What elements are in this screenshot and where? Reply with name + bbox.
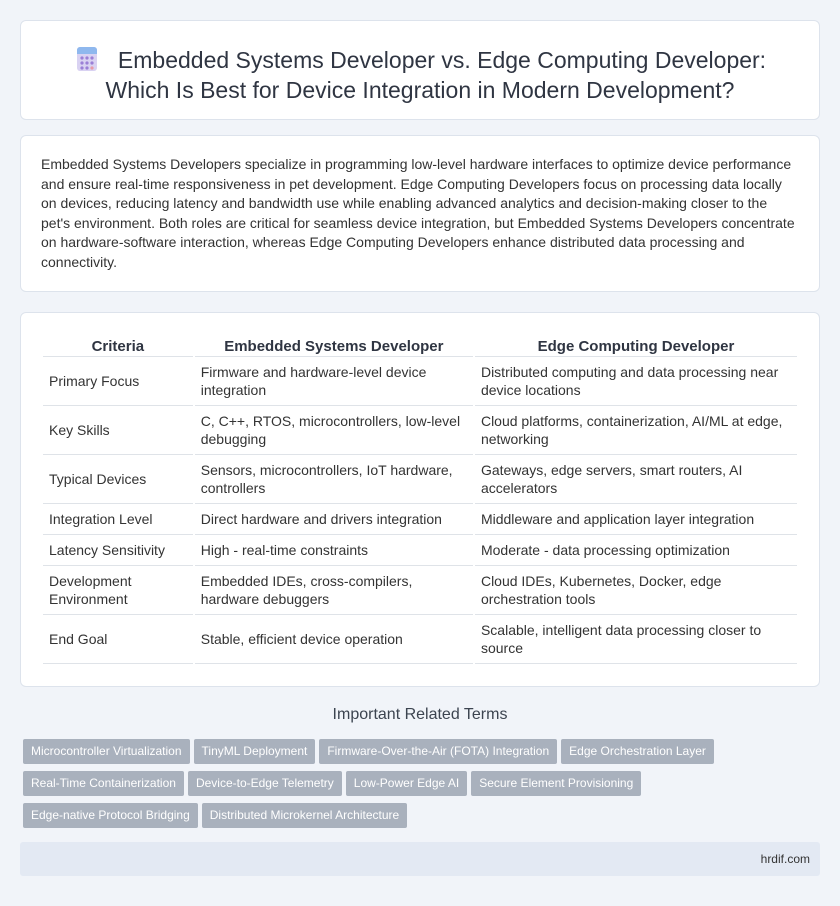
grid-calculator-icon bbox=[74, 46, 100, 72]
summary-card bbox=[20, 135, 820, 292]
footer-site-link[interactable]: hrdif.com bbox=[760, 852, 810, 866]
table-row bbox=[43, 357, 797, 406]
footer-bar bbox=[20, 842, 820, 876]
row-embedded: Firmware and hardware-level device integration bbox=[195, 357, 473, 406]
comparison-card bbox=[20, 312, 820, 687]
header-edge: Edge Computing Developer bbox=[475, 333, 797, 357]
related-term-tag[interactable]: Low-Power Edge AI bbox=[346, 771, 467, 796]
related-terms-heading: Important Related Terms bbox=[332, 706, 508, 723]
row-edge: Cloud IDEs, Kubernetes, Docker, edge orchestration tools bbox=[475, 566, 797, 615]
row-criteria: Latency Sensitivity bbox=[43, 535, 193, 566]
row-edge: Cloud platforms, containerization, AI/ML at edge, networking bbox=[475, 406, 797, 455]
table-row bbox=[43, 455, 797, 504]
row-embedded: C, C++, RTOS, microcontrollers, low-level debugging bbox=[195, 406, 473, 455]
title-label: Embedded Systems Developer vs. Edge Computing Developer: Which Is Best for Device Integration in Modern Development? bbox=[105, 47, 767, 103]
row-edge: Moderate - data processing optimization bbox=[475, 535, 797, 566]
related-term-tag[interactable]: Firmware-Over-the-Air (FOTA) Integration bbox=[319, 739, 557, 764]
row-embedded: High - real-time constraints bbox=[195, 535, 473, 566]
row-edge: Gateways, edge servers, smart routers, AI accelerators bbox=[475, 455, 797, 504]
row-embedded: Stable, efficient device operation bbox=[195, 615, 473, 664]
related-term-tag[interactable]: TinyML Deployment bbox=[194, 739, 316, 764]
title-card bbox=[20, 20, 820, 120]
table-row bbox=[43, 566, 797, 615]
related-term-tag[interactable]: Real-Time Containerization bbox=[23, 771, 184, 796]
row-criteria: Integration Level bbox=[43, 504, 193, 535]
related-term-tag[interactable]: Distributed Microkernel Architecture bbox=[202, 803, 407, 828]
row-criteria: Typical Devices bbox=[43, 455, 193, 504]
table-header-row bbox=[43, 333, 797, 357]
row-criteria: Key Skills bbox=[43, 406, 193, 455]
row-embedded: Direct hardware and drivers integration bbox=[195, 504, 473, 535]
row-embedded: Embedded IDEs, cross-compilers, hardware debuggers bbox=[195, 566, 473, 615]
header-embedded: Embedded Systems Developer bbox=[195, 333, 473, 357]
row-edge: Middleware and application layer integration bbox=[475, 504, 797, 535]
related-term-tag[interactable]: Device-to-Edge Telemetry bbox=[188, 771, 342, 796]
row-criteria: Primary Focus bbox=[43, 357, 193, 406]
row-embedded: Sensors, microcontrollers, IoT hardware, controllers bbox=[195, 455, 473, 504]
row-criteria: Development Environment bbox=[43, 566, 193, 615]
row-criteria: End Goal bbox=[43, 615, 193, 664]
header-criteria: Criteria bbox=[43, 333, 193, 357]
related-term-tag[interactable]: Edge-native Protocol Bridging bbox=[23, 803, 198, 828]
page-title bbox=[61, 45, 779, 105]
table-row bbox=[43, 615, 797, 664]
table-row bbox=[43, 406, 797, 455]
related-term-tag[interactable]: Secure Element Provisioning bbox=[471, 771, 641, 796]
table-row bbox=[43, 535, 797, 566]
row-edge: Distributed computing and data processing near device locations bbox=[475, 357, 797, 406]
related-term-tag[interactable]: Microcontroller Virtualization bbox=[23, 739, 190, 764]
row-edge: Scalable, intelligent data processing closer to source bbox=[475, 615, 797, 664]
table-row bbox=[43, 504, 797, 535]
related-term-tag[interactable]: Edge Orchestration Layer bbox=[561, 739, 714, 764]
summary-paragraph: Embedded Systems Developers specialize in programming low-level hardware interfaces to optimize device performance and ensure real-time responsiveness in pet development. Edge Computing Developers focus on processing data locally on devices, reducing latency and bandwidth use while enabling advanced analytics and decision-making closer to the pet's environment. Both roles are critical for seamless device integration, but Embedded Systems Developers concentrate on hardware-software interaction, whereas Edge Computing Developers enhance distributed data processing and connectivity. bbox=[41, 156, 795, 270]
comparison-table bbox=[41, 333, 799, 664]
related-terms-list bbox=[23, 739, 723, 835]
